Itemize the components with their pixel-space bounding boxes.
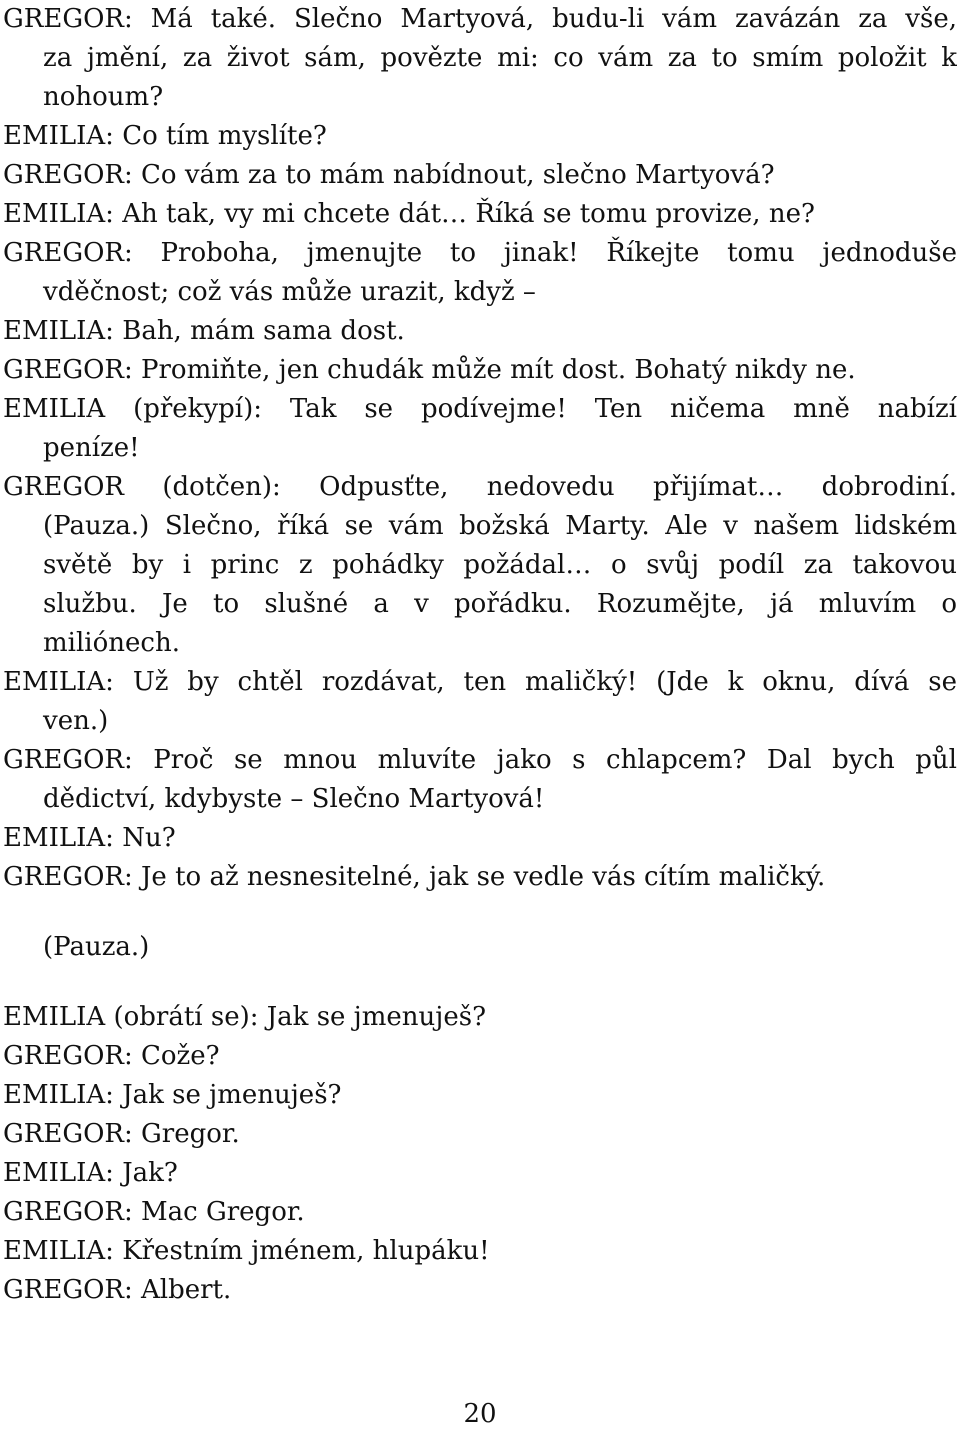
text-line: EMILIA: Jak? [3,1158,178,1188]
text-line: peníze! [43,433,140,463]
text-line: EMILIA (překypí): Tak se podívejme! Ten ničema mně nabízí [3,394,957,424]
text-line: EMILIA: Už by chtěl rozdávat, ten maličký! (Jde k oknu, dívá se [3,667,957,697]
text-line: službu. Je to slušné a v pořádku. Rozumějte, já mluvím o [43,589,957,619]
text-line: GREGOR: Gregor. [3,1119,240,1149]
text-line: GREGOR: Cože? [3,1041,220,1071]
page-number: 20 [463,1399,497,1429]
text-line: dědictví, kdybyste – Slečno Martyová! [43,784,545,814]
stage-direction: (Pauza.) [43,932,150,962]
text-line: GREGOR: Má také. Slečno Martyová, budu-li vám zavázán za vše, [3,4,957,34]
text-line: GREGOR: Je to až nesnesitelné, jak se vedle vás cítím maličký. [3,862,826,892]
document-page [3,0,957,1310]
text-line: EMILIA: Bah, mám sama dost. [3,316,405,346]
text-line: EMILIA (obrátí se): Jak se jmenuješ? [3,1002,487,1032]
text-line: EMILIA: Ah tak, vy mi chcete dát… Říká se tomu provize, ne? [3,199,815,229]
text-line: za jmění, za život sám, povězte mi: co vám za to smím položit k [43,43,957,73]
text-line: GREGOR: Mac Gregor. [3,1197,305,1227]
text-line: světě by i princ z pohádky požádal… o svůj podíl za takovou [43,550,957,580]
text-line: miliónech. [43,628,180,658]
text-line: GREGOR: Proč se mnou mluvíte jako s chlapcem? Dal bych půl [3,745,957,775]
text-line: EMILIA: Jak se jmenuješ? [3,1080,342,1110]
text-line: nohoum? [43,82,164,112]
text-line: (Pauza.) Slečno, říká se vám božská Marty. Ale v našem lidském [43,511,957,541]
text-line: vděčnost; což vás může urazit, když – [43,277,536,307]
text-line: ven.) [43,706,109,736]
text-line: EMILIA: Nu? [3,823,176,853]
text-line: GREGOR (dotčen): Odpusťte, nedovedu přijímat… dobrodiní. [3,472,957,502]
text-line: GREGOR: Promiňte, jen chudák může mít dost. Bohatý nikdy ne. [3,355,856,385]
text-line: GREGOR: Co vám za to mám nabídnout, slečno Martyová? [3,160,775,190]
text-line: EMILIA: Co tím myslíte? [3,121,327,151]
text-line: EMILIA: Křestním jménem, hlupáku! [3,1236,490,1266]
text-line: GREGOR: Albert. [3,1275,232,1305]
text-line: GREGOR: Proboha, jmenujte to jinak! Říkejte tomu jednoduše [3,238,957,268]
